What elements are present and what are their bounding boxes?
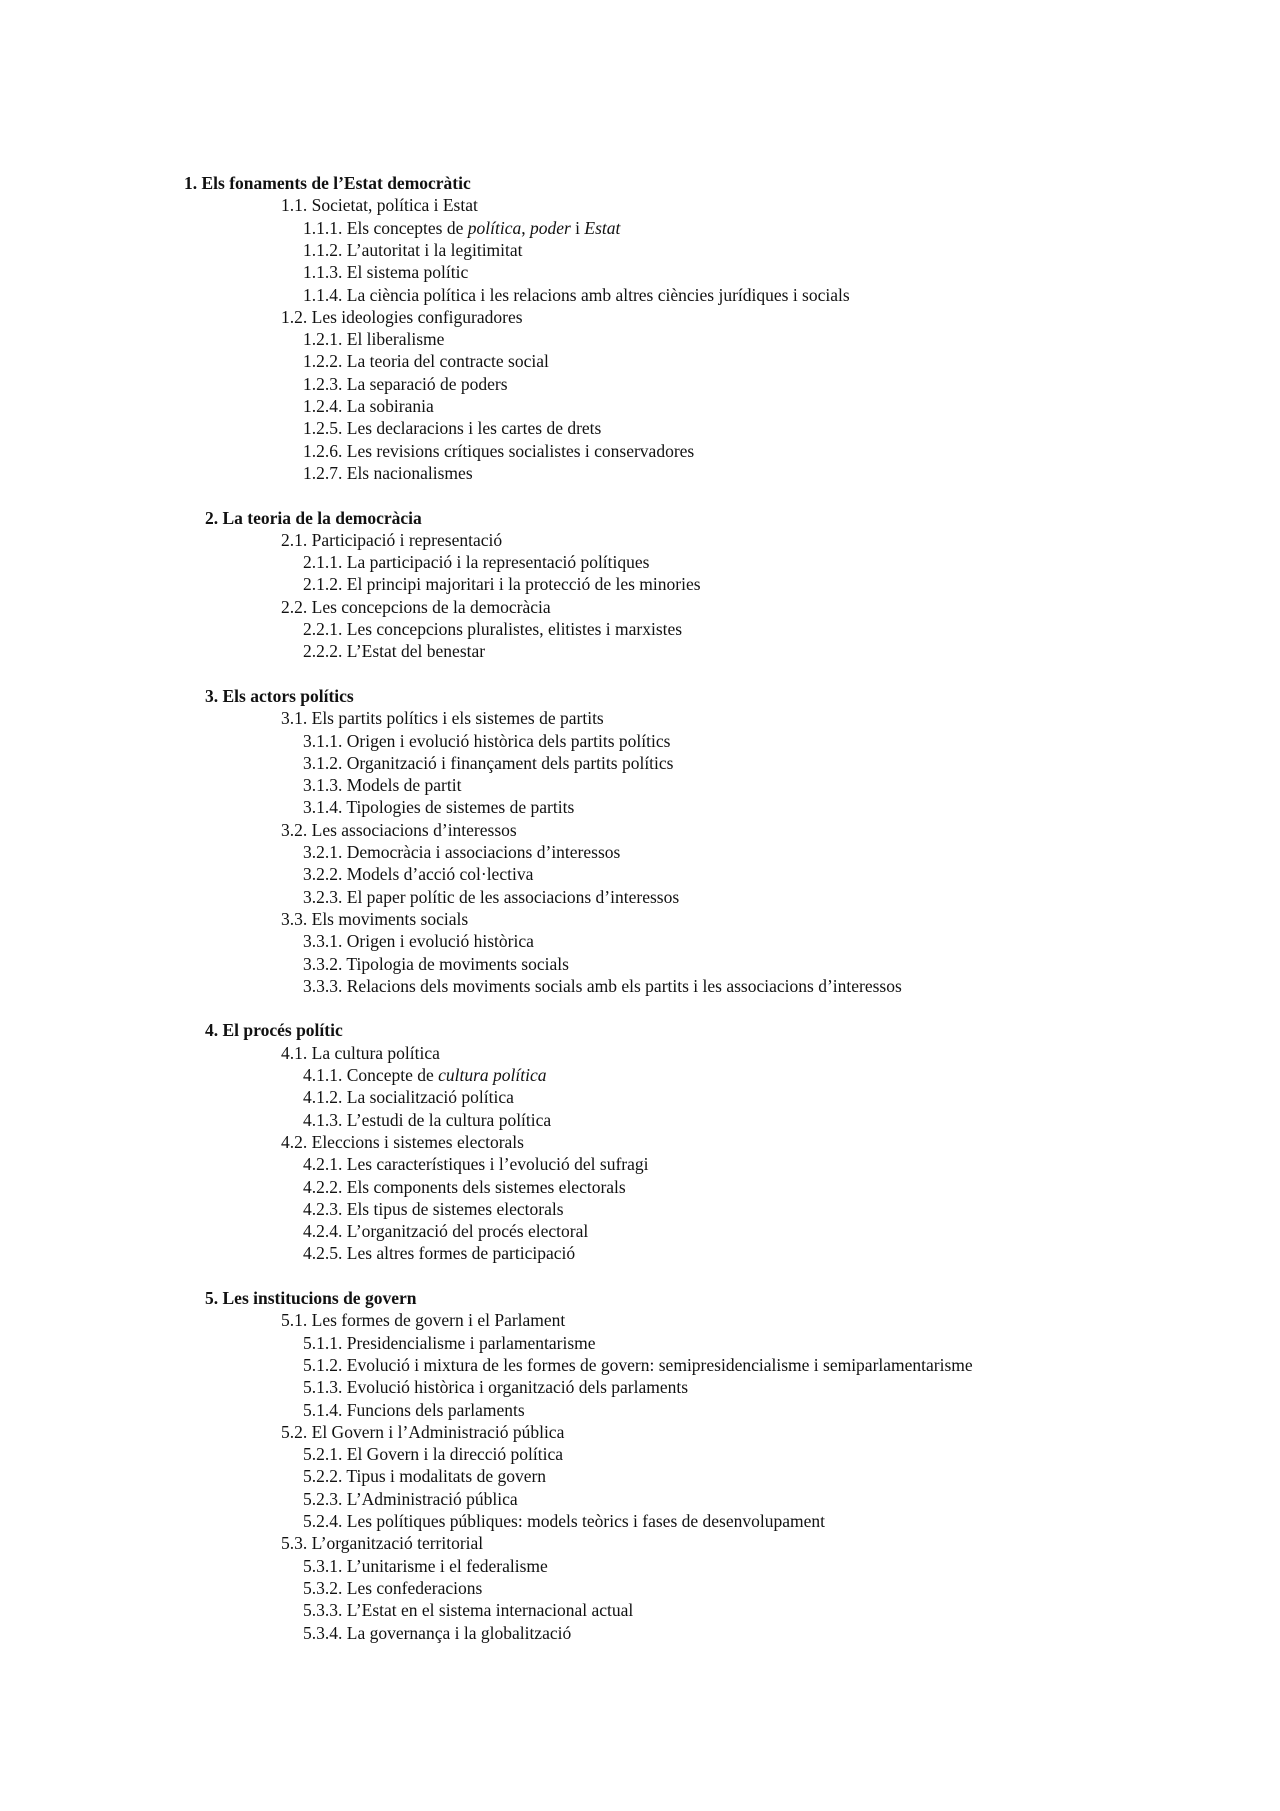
- topic-item: 1.2.6. Les revisions crítiques socialistes i conservadores: [303, 440, 695, 461]
- section-heading: 5. Les institucions de govern: [205, 1288, 417, 1308]
- topic-item: 5.1.1. Presidencialisme i parlamentarisme: [303, 1332, 596, 1353]
- topic-item: 1.2.5. Les declaracions i les cartes de drets: [303, 418, 602, 439]
- text-run: 4.1.1. Concepte de: [303, 1065, 439, 1085]
- subsection-heading: 1.2. Les ideologies configuradores: [281, 306, 523, 327]
- topic-item: 5.3.4. La governança i la globalització: [303, 1622, 572, 1643]
- topic-item: 1.2.7. Els nacionalismes: [303, 462, 473, 483]
- topic-item: 3.1.3. Models de partit: [303, 775, 462, 796]
- topic-item: 3.1.1. Origen i evolució històrica dels partits polítics: [303, 730, 671, 751]
- subsection-heading: 2.2. Les concepcions de la democràcia: [281, 596, 551, 617]
- subsection-heading: 1.1. Societat, política i Estat: [281, 195, 478, 216]
- topic-item: 5.2.3. L’Administració pública: [303, 1488, 518, 1509]
- section-heading: 3. Els actors polítics: [205, 685, 354, 706]
- italic-term: poder: [529, 217, 571, 238]
- topic-item: [303, 1064, 547, 1086]
- topic-item: 3.2.3. El paper polític de les associacions d’interessos: [303, 886, 680, 907]
- topic-item: 2.2.1. Les concepcions pluralistes, elitistes i marxistes: [303, 619, 683, 639]
- text-run: ,: [521, 217, 530, 238]
- section-heading: 2. La teoria de la democràcia: [205, 507, 422, 528]
- topic-item: 1.2.2. La teoria del contracte social: [303, 351, 549, 372]
- topic-item: 1.1.3. El sistema polític: [303, 262, 469, 283]
- topic-item: 2.1.2. El principi majoritari i la protecció de les minories: [303, 574, 701, 595]
- subsection-heading: 3.1. Els partits polítics i els sistemes de partits: [281, 708, 604, 729]
- subsection-heading: 5.1. Les formes de govern i el Parlament: [281, 1310, 566, 1331]
- topic-item: 3.2.1. Democràcia i associacions d’interessos: [303, 842, 621, 862]
- topic-item: 5.3.1. L’unitarisme i el federalisme: [303, 1555, 548, 1576]
- topic-item: 4.2.5. Les altres formes de participació: [303, 1243, 576, 1264]
- italic-term: política: [467, 217, 522, 238]
- topic-item: 1.2.1. El liberalisme: [303, 329, 445, 350]
- subsection-heading: 4.2. Eleccions i sistemes electorals: [281, 1131, 524, 1152]
- topic-item: 1.2.4. La sobirania: [303, 396, 434, 416]
- topic-item: 5.3.2. Les confederacions: [303, 1577, 483, 1598]
- topic-item: [303, 217, 620, 239]
- text-run: 1.1.1. Els conceptes de: [303, 217, 468, 238]
- subsection-heading: 4.1. La cultura política: [281, 1042, 440, 1063]
- topic-item: 4.2.3. Els tipus de sistemes electorals: [303, 1198, 564, 1219]
- topic-item: 5.2.2. Tipus i modalitats de govern: [303, 1466, 547, 1487]
- topic-item: 4.2.4. L’organització del procés electoral: [303, 1221, 589, 1242]
- topic-item: 5.2.4. Les polítiques públiques: models teòrics i fases de desenvolupament: [303, 1511, 825, 1531]
- subsection-heading: 3.2. Les associacions d’interessos: [281, 819, 517, 840]
- topic-item: 2.2.2. L’Estat del benestar: [303, 641, 486, 662]
- topic-item: 4.1.3. L’estudi de la cultura política: [303, 1109, 552, 1130]
- topic-item: 3.3.1. Origen i evolució històrica: [303, 931, 534, 952]
- topic-item: 1.1.2. L’autoritat i la legitimitat: [303, 239, 523, 260]
- topic-item: 5.3.3. L’Estat en el sistema internacional actual: [303, 1600, 634, 1621]
- italic-term: Estat: [584, 217, 621, 238]
- topic-item: 1.2.3. La separació de poders: [303, 373, 508, 394]
- topic-item: 5.1.2. Evolució i mixtura de les formes de govern: semipresidencialisme i semiparlamentarisme: [303, 1354, 973, 1375]
- subsection-heading: 5.2. El Govern i l’Administració pública: [281, 1421, 565, 1442]
- text-run: i: [570, 217, 585, 238]
- topic-item: 3.3.3. Relacions dels moviments socials amb els partits i les associacions d’interessos: [303, 975, 902, 996]
- subsection-heading: 3.3. Els moviments socials: [281, 908, 469, 929]
- italic-term: cultura política: [438, 1065, 547, 1085]
- topic-item: 3.1.2. Organització i finançament dels partits polítics: [303, 752, 674, 773]
- topic-item: 4.1.2. La socialització política: [303, 1087, 514, 1108]
- subsection-heading: 2.1. Participació i representació: [281, 529, 503, 550]
- topic-item: 5.1.3. Evolució històrica i organització dels parlaments: [303, 1377, 689, 1398]
- topic-item: 2.1.1. La participació i la representació polítiques: [303, 552, 650, 573]
- topic-item: 4.2.1. Les característiques i l’evolució del sufragi: [303, 1154, 649, 1175]
- topic-item: 5.2.1. El Govern i la direcció política: [303, 1444, 563, 1465]
- section-heading: 1. Els fonaments de l’Estat democràtic: [184, 173, 471, 193]
- subsection-heading: 5.3. L’organització territorial: [281, 1533, 484, 1554]
- topic-item: 3.2.2. Models d’acció col·lectiva: [303, 864, 534, 885]
- topic-item: 3.1.4. Tipologies de sistemes de partits: [303, 797, 575, 818]
- topic-item: 3.3.2. Tipologia de moviments socials: [303, 953, 569, 974]
- topic-item: 1.1.4. La ciència política i les relacions amb altres ciències jurídiques i socials: [303, 284, 850, 305]
- topic-item: 4.2.2. Els components dels sistemes electorals: [303, 1176, 626, 1197]
- topic-item: 5.1.4. Funcions dels parlaments: [303, 1399, 525, 1420]
- section-heading: 4. El procés polític: [205, 1020, 343, 1041]
